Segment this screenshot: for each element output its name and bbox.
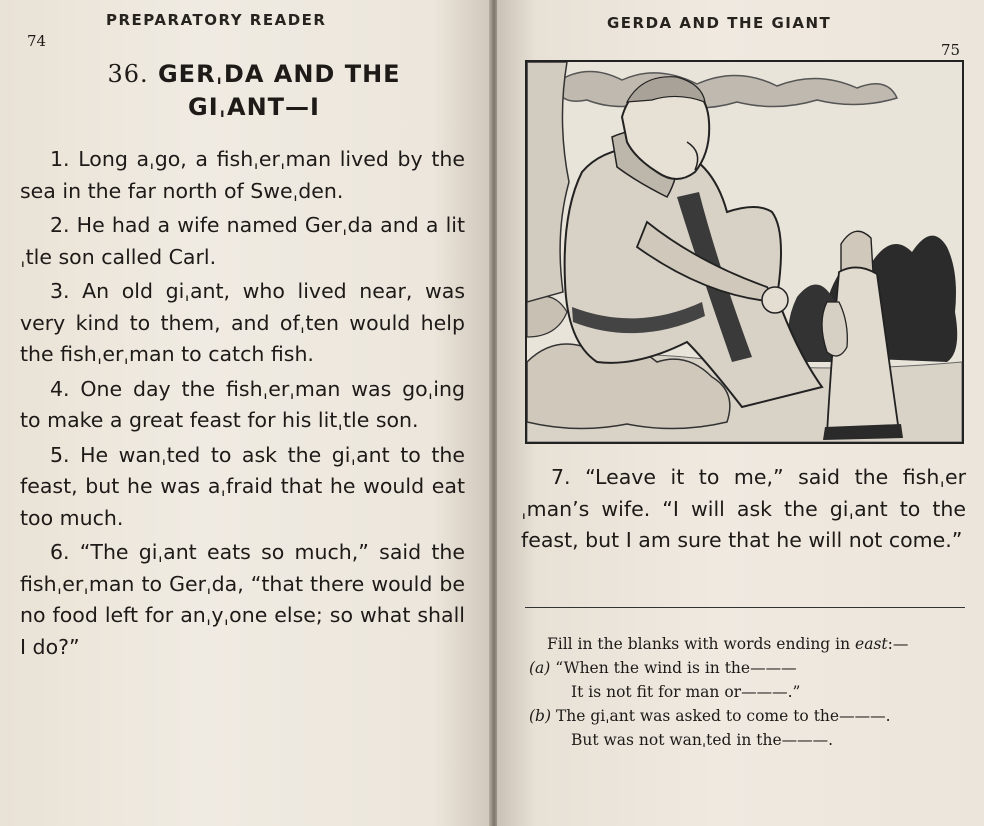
story-text-continued (521, 462, 966, 560)
exercise-block (529, 632, 969, 752)
lesson-title-line-1 (64, 58, 444, 91)
running-head: GERDA AND THE GIANT (607, 14, 832, 32)
exercise-a-line-2: It is not fit for man or———.” (571, 683, 801, 701)
page-number: 74 (27, 32, 47, 50)
lesson-number: 36. (107, 60, 149, 88)
paragraph-5: 5. He wanˌted to ask the giˌant to the feast, but he was aˌfraid that he would eat too much. (20, 442, 465, 530)
exercise-b-text-1: The giˌant was asked to come to the———. (555, 707, 891, 725)
illustration-drawing (527, 62, 962, 442)
right-page (497, 0, 984, 826)
exercise-b-label: (b) (529, 707, 552, 725)
page-number: 75 (941, 41, 961, 59)
instruction-italic: east (855, 635, 888, 653)
story-text (20, 144, 465, 666)
lesson-title-text-1: GERˌDA AND THE (157, 60, 401, 88)
paragraph-3: 3. An old giˌant, who lived near, was very kind to them, and ofˌten would help the fishˌerˌman to catch fish. (20, 279, 465, 366)
paragraph-2: 2. He had a wife named Gerˌda and a litˌtle son called Carl. (20, 213, 465, 269)
exercise-a-line-1 (529, 656, 969, 680)
illustration-giant-and-gerda (525, 60, 964, 444)
exercise-b-line-2: But was not wanˌted in the———. (571, 731, 834, 749)
section-divider (525, 607, 965, 608)
paragraph-6: 6. “The giˌant eats so much,” said the fishˌerˌman to Gerˌda, “that there would be no food left for anˌyˌone else; so what shall I do?” (20, 540, 465, 659)
instruction-end: :— (887, 635, 909, 653)
paragraph-7: 7. “Leave it to me,” said the fishˌerˌman’s wife. “I will ask the giˌant to the feast, but I am sure that he will not come.” (521, 465, 966, 552)
paragraph-1: 1. Long aˌgo, a fishˌerˌman lived by the sea in the far north of Sweˌden. (20, 147, 465, 203)
exercise-b-line-1 (529, 704, 969, 728)
exercise-a-text-1: “When the wind is in the——— (555, 659, 797, 677)
instruction-prefix: Fill in the blanks with words ending in (547, 635, 856, 653)
lesson-title (64, 58, 444, 124)
lesson-title-line-2: GIˌANT—I (188, 93, 320, 121)
exercise-a-label: (a) (529, 659, 551, 677)
running-head: PREPARATORY READER (106, 11, 327, 29)
paragraph-4: 4. One day the fishˌerˌman was goˌing to make a great feast for his litˌtle son. (20, 376, 465, 432)
exercise-instruction (529, 632, 969, 656)
